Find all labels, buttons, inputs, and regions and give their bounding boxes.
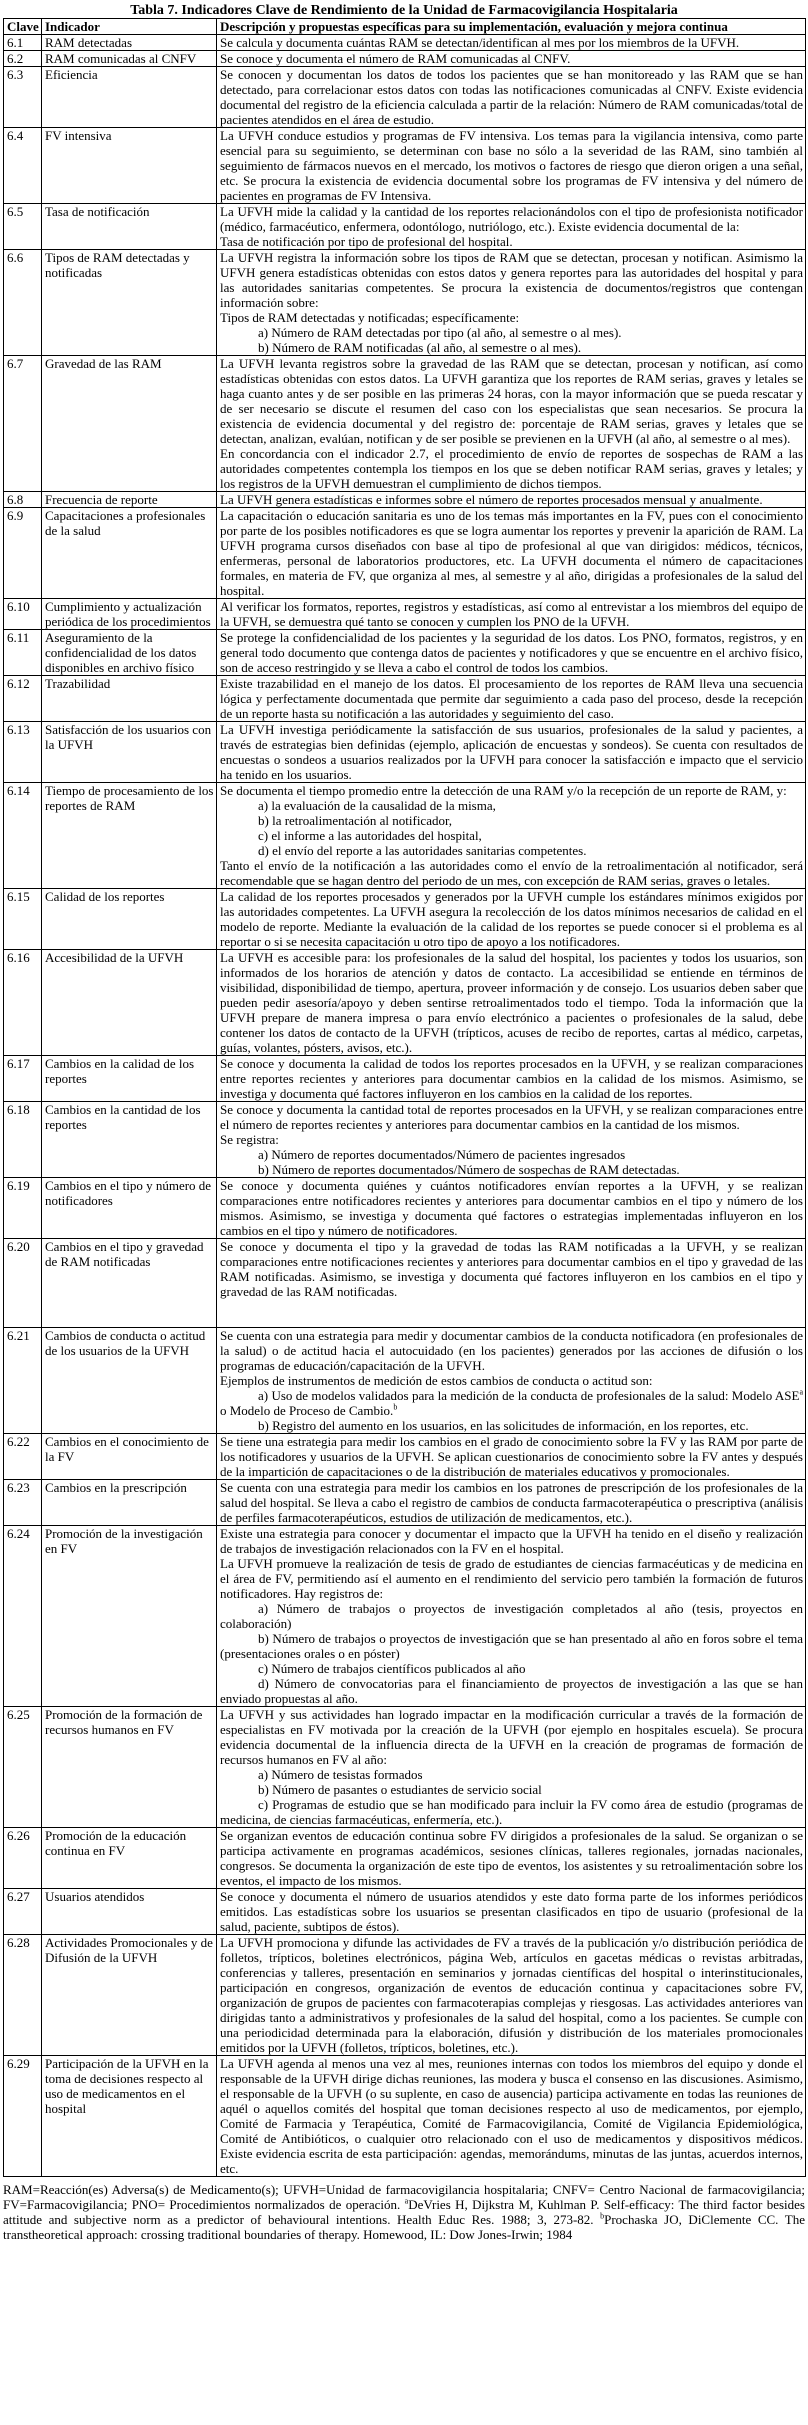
indicador-cell: Cumplimiento y actualización periódica de los procedimientos xyxy=(42,599,217,630)
table-row xyxy=(4,1328,806,1434)
clave-cell: 6.19 xyxy=(4,1178,42,1239)
description-paragraph: La capacitación o educación sanitaria es uno de los temas más importantes en la FV, pues con el conocimiento por parte de los posibles notificadores es que se logra aumentar los reportes y prevenir la aparición de RAM. La UFVH programa cursos diseñados con base al tipo de profesional al que van dirigidos: médicos, técnicos, enfermeras, personal de laboratorios productores, etc. La UFVH documenta el número de capacitaciones formales, en materia de FV, que organiza al mes, al semestre y al año, dirigidas a profesionales de la salud del hospital. xyxy=(220,508,803,598)
descripcion-cell xyxy=(217,1707,806,1828)
indicador-cell: RAM detectadas xyxy=(42,35,217,51)
indicador-cell: Usuarios atendidos xyxy=(42,1889,217,1935)
description-paragraph: Se conoce y documenta quiénes y cuántos notificadores envían reportes a la UFVH, y se realizan comparaciones entre notificadores recientes y anteriores para documentar cambios en el tipo y número de los mismos. Asimismo, se investiga y documenta qué factores o estrategias implementadas influyeron en los cambios en el tipo y número de notificadores. xyxy=(220,1178,803,1238)
description-list-item: b) Número de pasantes o estudiantes de servicio social xyxy=(258,1782,542,1797)
description-paragraph: Se conoce y documenta la cantidad total de reportes procesados en la UFVH, y se realizan comparaciones entre el número de reportes recientes y anteriores para documentar cambios en la cantidad de los mismos. xyxy=(220,1102,803,1132)
description-paragraph: La UFVH agenda al menos una vez al mes, reuniones internas con todos los miembros del equipo y donde el responsable de la UFVH dirige dichas reuniones, las modera y busca el consenso en las discusiones. Asimismo, el responsable de la UFVH (o su suplente, en caso de ausencia) participa activamente en todas las reuniones de aquél o aquellos comités del hospital que toman decisiones respecto al uso de medicamentos, por ejemplo, Comité de Farmacia y Terapéutica, Comité de Farmacovigilancia, Comité de Vigilancia Epidemiológica, Comité de Antibióticos, o cualquier otro relacionado con el uso de medicamentos y dispositivos médicos. Existe evidencia escrita de esta participación: agendas, memorándums, minutas de las juntas, acuerdos internos, etc. xyxy=(220,2056,803,2176)
descripcion-cell xyxy=(217,356,806,492)
descripcion-cell xyxy=(217,128,806,204)
description-paragraph: La UFVH genera estadísticas e informes sobre el número de reportes procesados mensual y anualmente. xyxy=(220,492,763,507)
description-list-item: b) Número de RAM notificadas (al año, al semestre o al mes). xyxy=(258,340,582,355)
descripcion-cell xyxy=(217,889,806,950)
clave-cell: 6.27 xyxy=(4,1889,42,1935)
clave-cell: 6.24 xyxy=(4,1526,42,1707)
description-list-item: a) Número de reportes documentados/Número de pacientes ingresados xyxy=(258,1147,626,1162)
description-list-item: a) Número de RAM detectadas por tipo (al año, al semestre o al mes). xyxy=(258,325,622,340)
description-paragraph: Se tiene una estrategia para medir los cambios en el grado de conocimiento sobre la FV y las RAM por parte de los notificadores y usuarios de la UFVH. Se aplican cuestionarios de conocimiento sobre la FV antes y después de la impartición de capacitaciones o de la distribución de materiales educativos y promocionales. xyxy=(220,1434,803,1479)
descripcion-cell xyxy=(217,783,806,889)
description-list-item xyxy=(220,1388,803,1418)
table-row xyxy=(4,1828,806,1889)
indicador-cell: Tipos de RAM detectadas y notificadas xyxy=(42,250,217,356)
clave-cell: 6.23 xyxy=(4,1480,42,1526)
description-paragraph: Se calcula y documenta cuántas RAM se detectan/identifican al mes por los miembros de la UFVH. xyxy=(220,35,740,50)
table-row xyxy=(4,676,806,722)
description-paragraph: La UFVH promueve la realización de tesis de grado de estudiantes de ciencias farmacéuticas y de medicina en el área de FV, permitiendo así el aumento en el rendimiento del servicio pero también la formación de futuros notificadores. Hay registros de: xyxy=(220,1556,803,1601)
description-paragraph: Se protege la confidencialidad de los pacientes y la seguridad de los datos. Los PNO, formatos, registros, y en general todo documento que contenga datos de pacientes y notificadores y que se encuentre en el archivo físico, son de acceso restringido y se lleva a cabo el control de todos los cambios. xyxy=(220,630,803,675)
description-paragraph: La UFVH y sus actividades han logrado impactar en la modificación curricular a través de la formación de especialistas en FV motivada por la creación de la UFVH (por ejemplo en hospitales escuela). Se procura evidencia documental de la influencia directa de la UFVH en la creación de programas de formación de recursos humanos en FV al año: xyxy=(220,1707,803,1767)
description-paragraph: La UFVH levanta registros sobre la gravedad de las RAM que se detectan, procesan y notifican, así como estadísticas obtenidas con estos datos. La UFVH garantiza que los reportes de RAM serias, graves y letales se haga cuanto antes y de ser posible en las primeras 24 horas, con la mayor información que se pueda rescatar y de ser necesario se discute el resumen del caso con los especialistas que sean necesarios. Se procura la existencia de evidencia documental y del registro de: porcentaje de RAM serias, graves y letales que se detectan, analizan, evalúan, notifican y de ser posible se previenen en la UFVH (al año, al semestre o al mes). xyxy=(220,356,803,446)
description-list-item: c) Programas de estudio que se han modificado para incluir la FV como área de estudio (programas de medicina, de ciencias farmacéuticas, enfermería, etc.). xyxy=(220,1797,803,1827)
clave-cell: 6.5 xyxy=(4,204,42,250)
header-clave: Clave xyxy=(4,19,42,35)
description-list-item: c) Número de trabajos científicos publicados al año xyxy=(258,1661,526,1676)
description-paragraph: En concordancia con el indicador 2.7, el procedimiento de envío de reportes de sospechas de RAM a las autoridades competentes contempla los tiempos en los que se deben notificar RAM serias, graves y letales; y los registros de la UFVH demuestran el cumplimiento de dichos tiempos. xyxy=(220,446,803,491)
description-paragraph: Tasa de notificación por tipo de profesional del hospital. xyxy=(220,234,513,249)
table-row xyxy=(4,950,806,1056)
table-row xyxy=(4,1056,806,1102)
indicador-cell: Cambios en la cantidad de los reportes xyxy=(42,1102,217,1178)
clave-cell: 6.12 xyxy=(4,676,42,722)
description-paragraph: La UFVH conduce estudios y programas de FV intensiva. Los temas para la vigilancia intensiva, como parte esencial para su seguimiento, se determinan con base no sólo a la severidad de las RAM, sino también al seguimiento de fármacos nuevos en el mercado, los motivos o factores de riesgo que dieron origen a una señal, etc. Se procura la existencia de evidencia documental sobre los programas de FV intensiva y del número de pacientes en programas de FV Intensiva. xyxy=(220,128,803,203)
descripcion-cell xyxy=(217,1178,806,1239)
description-list-item: b) la retroalimentación al notificador, xyxy=(258,813,453,828)
description-paragraph: Ejemplos de instrumentos de medición de estos cambios de conducta o actitud son: xyxy=(220,1373,653,1388)
descripcion-cell xyxy=(217,1434,806,1480)
indicador-cell: Promoción de la formación de recursos humanos en FV xyxy=(42,1707,217,1828)
table-row xyxy=(4,492,806,508)
indicador-cell: Aseguramiento de la confidencialidad de los datos disponibles en archivo físico xyxy=(42,630,217,676)
description-list-item: b) Número de trabajos o proyectos de investigación que se han presentado al año en foros sobre el tema (presentaciones orales o en póster) xyxy=(220,1631,803,1661)
descripcion-cell xyxy=(217,250,806,356)
clave-cell: 6.11 xyxy=(4,630,42,676)
clave-cell: 6.18 xyxy=(4,1102,42,1178)
indicador-cell: Gravedad de las RAM xyxy=(42,356,217,492)
table-row xyxy=(4,1178,806,1239)
descripcion-cell xyxy=(217,1480,806,1526)
header-descripcion: Descripción y propuestas específicas para su implementación, evaluación y mejora continua xyxy=(217,19,806,35)
descripcion-cell xyxy=(217,1828,806,1889)
indicador-cell: Eficiencia xyxy=(42,67,217,128)
description-list-item: c) el informe a las autoridades del hospital, xyxy=(258,828,482,843)
description-paragraph: La calidad de los reportes procesados y generados por la UFVH cumple los estándares mínimos exigidos por las autoridades competentes. La UFVH asegura la recolección de los datos mínimos necesarios de calidad en el modelo de reporte. Mediante la evaluación de la calidad de los reportes se puede conocer si el problema es al reportar o si se necesita capacitación u otro tipo de apoyo a los notificadores. xyxy=(220,889,803,949)
descripcion-cell xyxy=(217,1239,806,1328)
clave-cell: 6.14 xyxy=(4,783,42,889)
table-row xyxy=(4,356,806,492)
indicador-cell: FV intensiva xyxy=(42,128,217,204)
description-paragraph: Se documenta el tiempo promedio entre la detección de una RAM y/o la recepción de un reporte de RAM, y: xyxy=(220,783,787,798)
table-row xyxy=(4,1480,806,1526)
indicador-cell: Cambios de conducta o actitud de los usuarios de la UFVH xyxy=(42,1328,217,1434)
clave-cell: 6.28 xyxy=(4,1935,42,2056)
table-title: Tabla 7. Indicadores Clave de Rendimiento de la Unidad de Farmacovigilancia Hospitalaria xyxy=(130,3,678,18)
clave-cell: 6.15 xyxy=(4,889,42,950)
table-row xyxy=(4,1526,806,1707)
clave-cell: 6.7 xyxy=(4,356,42,492)
reference-superscript: b xyxy=(600,2211,605,2221)
descripcion-cell xyxy=(217,1526,806,1707)
descripcion-cell xyxy=(217,676,806,722)
indicador-cell: Satisfacción de los usuarios con la UFVH xyxy=(42,722,217,783)
table-row xyxy=(4,67,806,128)
table-footnote xyxy=(3,2182,805,2242)
indicador-cell: Cambios en el tipo y número de notificadores xyxy=(42,1178,217,1239)
indicador-cell: Cambios en el tipo y gravedad de RAM notificadas xyxy=(42,1239,217,1328)
table-row xyxy=(4,2056,806,2177)
indicador-cell: Tasa de notificación xyxy=(42,204,217,250)
table-row xyxy=(4,1434,806,1480)
header-indicador: Indicador xyxy=(42,19,217,35)
table-row xyxy=(4,204,806,250)
description-paragraph: Se cuenta con una estrategia para medir y documentar cambios de la conducta notificadora (en profesionales de la salud) o de actitud hacia el autocuidado (en los pacientes) generados por las acciones de difusión o los programas de educación/capacitación de la UFVH. xyxy=(220,1328,803,1373)
description-list-item: b) Número de reportes documentados/Número de sospechas de RAM detectadas. xyxy=(258,1162,680,1177)
table-row xyxy=(4,722,806,783)
table-row xyxy=(4,889,806,950)
description-paragraph: La UFVH investiga periódicamente la satisfacción de sus usuarios, profesionales de la salud y pacientes, a través de estrategias bien definidas (ejemplo, aplicación de encuestas y sondeos). Se cuenta con resultados de encuestas o sondeos a usuarios realizados por la UFVH para conocer la satisfacción e impacto que el servicio ha tenido en los usuarios. xyxy=(220,722,803,782)
clave-cell: 6.13 xyxy=(4,722,42,783)
text-segment: Prochaska JO, DiClemente CC. The transtheoretical approach: crossing traditional boundaries of therapy. Homewood, IL: Dow Jones-Irwin; 1984 xyxy=(3,2212,805,2242)
indicador-cell: Accesibilidad de la UFVH xyxy=(42,950,217,1056)
description-paragraph: Se conoce y documenta el número de usuarios atendidos y este dato forma parte de los informes periódicos emitidos. Las estadísticas sobre los usuarios se presentan clasificados en tipo de usuario (profesional de la salud, paciente, subtipos de éstos). xyxy=(220,1889,803,1934)
clave-cell: 6.3 xyxy=(4,67,42,128)
description-paragraph: Existe una estrategia para conocer y documentar el impacto que la UFVH ha tenido en el diseño y realización de trabajos de investigación relacionados con la FV en el hospital. xyxy=(220,1526,803,1556)
description-paragraph: Tanto el envío de la notificación a las autoridades como el envío de la retroalimentación al notificador, será recomendable que se hagan dentro del periodo de un mes, con excepción de RAM serias, graves o letales. xyxy=(220,858,803,888)
indicador-cell: Frecuencia de reporte xyxy=(42,492,217,508)
descripcion-cell xyxy=(217,722,806,783)
indicador-cell: Trazabilidad xyxy=(42,676,217,722)
kpi-table xyxy=(3,18,806,2177)
reference-superscript: b xyxy=(393,1402,398,1412)
indicador-cell: Calidad de los reportes xyxy=(42,889,217,950)
table-row xyxy=(4,35,806,51)
table-row xyxy=(4,1102,806,1178)
table-row xyxy=(4,1707,806,1828)
descripcion-cell xyxy=(217,1056,806,1102)
descripcion-cell xyxy=(217,1328,806,1434)
description-paragraph: La UFVH promociona y difunde las actividades de FV a través de la publicación y/o distribución periódica de folletos, trípticos, boletines electrónicos, página Web, artículos en gacetas médicas o revistas arbitradas, conferencias y talleres, presentación en seminarios y jornadas científicas del hospital o interinstitucionales, participación en congresos, organización de eventos de educación continua y capacitaciones sobre FV, organización de grupos de pacientes con farmacoterapias complejas y riesgosas. Las actividades anteriores van dirigidas tanto a administrativos y profesionales de la salud del hospital, como a los pacientes. Se cumple con una periodicidad determinada para la elaboración, difusión y distribución de los materiales promocionales emitidos por la UFVH (folletos, trípticos, boletines, etc.). xyxy=(220,1935,803,2055)
description-list-item: a) Número de trabajos o proyectos de investigación completados al año (tesis, proyectos en colaboración) xyxy=(220,1601,803,1631)
descripcion-cell xyxy=(217,35,806,51)
description-paragraph: Se conocen y documentan los datos de todos los pacientes que se han monitoreado y las RAM que se han detectado, para correlacionar estos datos con todas las notificaciones comunicadas al CNFV. Existe evidencia documental del registro de la eficiencia calculada a partir de la relación: Número de RAM comunicadas/total de pacientes atendidos en el área de estudio. xyxy=(220,67,803,127)
descripcion-cell xyxy=(217,630,806,676)
clave-cell: 6.4 xyxy=(4,128,42,204)
table-body xyxy=(4,35,806,2177)
indicador-cell: Tiempo de procesamiento de los reportes de RAM xyxy=(42,783,217,889)
clave-cell: 6.17 xyxy=(4,1056,42,1102)
description-list-item: a) la evaluación de la causalidad de la misma, xyxy=(258,798,496,813)
clave-cell: 6.22 xyxy=(4,1434,42,1480)
table-row xyxy=(4,250,806,356)
reference-superscript: a xyxy=(404,2196,409,2206)
description-paragraph: La UFVH registra la información sobre los tipos de RAM que se detectan, procesan y notifican. Asimismo la UFVH genera estadísticas obtenidas con estos datos y genera reportes para las autoridades del hospital y para las autoridades sanitarias competentes. Se procura la existencia de documentos/registros que contengan información sobre: xyxy=(220,250,803,310)
description-paragraph: Se registra: xyxy=(220,1132,279,1147)
descripcion-cell xyxy=(217,67,806,128)
clave-cell: 6.16 xyxy=(4,950,42,1056)
description-paragraph: Se conoce y documenta el número de RAM comunicadas al CNFV. xyxy=(220,51,571,66)
reference-superscript: a xyxy=(799,1387,803,1397)
table-row xyxy=(4,1889,806,1935)
descripcion-cell xyxy=(217,204,806,250)
descripcion-cell xyxy=(217,1102,806,1178)
table-header-row xyxy=(4,19,806,35)
description-paragraph: Se cuenta con una estrategia para medir los cambios en los patrones de prescripción de los profesionales de la salud del hospital. Se lleva a cabo el registro de cambios de conducta farmacoterapéutica o prescriptiva (análisis de perfiles farmacoterapéuticos, estudios de utilización de medicamentos, etc.). xyxy=(220,1480,803,1525)
table-row xyxy=(4,1935,806,2056)
description-list-item: d) Número de convocatorias para el financiamiento de proyectos de investigación a las que se han enviado propuestas al año. xyxy=(220,1676,803,1706)
descripcion-cell xyxy=(217,599,806,630)
text-segment: a) Uso de modelos validados para la medición de la conducta de profesionales de la salud: Modelo ASE xyxy=(258,1388,800,1403)
indicador-cell: Cambios en el conocimiento de la FV xyxy=(42,1434,217,1480)
description-paragraph: La UFVH es accesible para: los profesionales de la salud del hospital, los pacientes y todos los usuarios, son informados de los horarios de atención y datos de contacto. La accesibilidad se entiende en términos de visibilidad, disponibilidad de tiempo, apertura, proveer información y de consejo. Los usuarios deben saber que pueden pedir asesoría/apoyo y deben sentirse retroalimentados todo el tiempo. Toda la información que la UFVH prepare de manera impresa o para envío electrónico a pacientes o profesionales de la salud, debe contener los datos de contacto de la UFVH (trípticos, acuses de recibo de reportes, cartas al médico, carpetas, guías, volantes, pósters, avisos, etc.). xyxy=(220,950,803,1055)
description-paragraph: Se organizan eventos de educación continua sobre FV dirigidos a profesionales de la salud. Se organizan o se participa activamente en programas académicos, sesiones clínicas, talleres regionales, jornadas nacionales, congresos. Se documenta la organización de este tipo de eventos, los asistentes y su retroalimentación sobre los eventos, el impacto de los mismos. xyxy=(220,1828,803,1888)
indicador-cell: Cambios en la prescripción xyxy=(42,1480,217,1526)
indicador-cell: Capacitaciones a profesionales de la salud xyxy=(42,508,217,599)
descripcion-cell xyxy=(217,2056,806,2177)
descripcion-cell xyxy=(217,1889,806,1935)
clave-cell: 6.1 xyxy=(4,35,42,51)
text-segment: DeVries H, Dijkstra M, Kuhlman P. Self-efficacy: The third factor besides attitude and subjective norm as a predictor of behavioural intentions. Health Educ Res. 1988; 3, 273-82. xyxy=(3,2197,805,2227)
clave-cell: 6.10 xyxy=(4,599,42,630)
table-row xyxy=(4,630,806,676)
table-row xyxy=(4,51,806,67)
clave-cell: 6.6 xyxy=(4,250,42,356)
description-paragraph: La UFVH mide la calidad y la cantidad de los reportes relacionándolos con el tipo de profesionista notificador (médico, farmacéutico, enfermera, odontólogo, nutriólogo, etc.). Existe evidencia documental de la: xyxy=(220,204,803,234)
table-row xyxy=(4,783,806,889)
description-list-item: d) el envío del reporte a las autoridades sanitarias competentes. xyxy=(258,843,587,858)
description-list-item: a) Número de tesistas formados xyxy=(258,1767,423,1782)
descripcion-cell xyxy=(217,492,806,508)
description-paragraph: Se conoce y documenta la calidad de todos los reportes procesados en la UFVH, y se realizan comparaciones entre reportes recientes y anteriores para documentar cambios en la calidad de los mismos. Asimismo, se investiga y documenta qué factores influyeron en los cambios en la calidad de los reportes. xyxy=(220,1056,803,1101)
descripcion-cell xyxy=(217,1935,806,2056)
description-paragraph: Se conoce y documenta el tipo y la gravedad de todas las RAM notificadas a la UFVH, y se realizan comparaciones entre notificaciones recientes y anteriores para documentar cambios en el tipo y gravedad de las RAM notificadas. Asimismo, se investiga y documenta qué factores influyeron en los cambios en el tipo y gravedad de las RAM notificadas. xyxy=(220,1239,803,1299)
clave-cell: 6.8 xyxy=(4,492,42,508)
indicador-cell: Promoción de la educación continua en FV xyxy=(42,1828,217,1889)
descripcion-cell xyxy=(217,508,806,599)
descripcion-cell xyxy=(217,950,806,1056)
clave-cell: 6.25 xyxy=(4,1707,42,1828)
description-list-item: b) Registro del aumento en los usuarios, en las solicitudes de información, en los reportes, etc. xyxy=(258,1418,749,1433)
description-paragraph: Al verificar los formatos, reportes, registros y estadísticas, así como al entrevistar a los miembros del equipo de la UFVH, se demuestra qué tanto se conocen y cumplen los PNO de la UFVH. xyxy=(220,599,803,629)
descripcion-cell xyxy=(217,51,806,67)
table-row xyxy=(4,1239,806,1328)
clave-cell: 6.2 xyxy=(4,51,42,67)
clave-cell: 6.29 xyxy=(4,2056,42,2177)
clave-cell: 6.21 xyxy=(4,1328,42,1434)
indicador-cell: RAM comunicadas al CNFV xyxy=(42,51,217,67)
indicador-cell: Cambios en la calidad de los reportes xyxy=(42,1056,217,1102)
text-segment: RAM=Reacción(es) Adversa(s) de Medicamento(s); UFVH=Unidad de farmacovigilancia hospitalaria; CNFV= Centro Nacional de farmacovigilancia; FV=Farmacovigilancia; PNO= Procedimientos normalizados de operación. xyxy=(3,2182,805,2212)
clave-cell: 6.26 xyxy=(4,1828,42,1889)
table-row xyxy=(4,508,806,599)
text-segment: o Modelo de Proceso de Cambio. xyxy=(220,1403,394,1418)
clave-cell: 6.9 xyxy=(4,508,42,599)
indicador-cell: Participación de la UFVH en la toma de decisiones respecto al uso de medicamentos en el hospital xyxy=(42,2056,217,2177)
indicador-cell: Promoción de la investigación en FV xyxy=(42,1526,217,1707)
table-row xyxy=(4,599,806,630)
table-row xyxy=(4,128,806,204)
description-paragraph: Tipos de RAM detectadas y notificadas; específicamente: xyxy=(220,310,520,325)
indicador-cell: Actividades Promocionales y de Difusión de la UFVH xyxy=(42,1935,217,2056)
description-paragraph: Existe trazabilidad en el manejo de los datos. El procesamiento de los reportes de RAM lleva una secuencia lógica y perfectamente documentada que permite dar seguimiento a cada paso del proceso, desde la recepción de un reporte hasta su notificación a las autoridades y seguimiento del caso. xyxy=(220,676,803,721)
clave-cell: 6.20 xyxy=(4,1239,42,1328)
